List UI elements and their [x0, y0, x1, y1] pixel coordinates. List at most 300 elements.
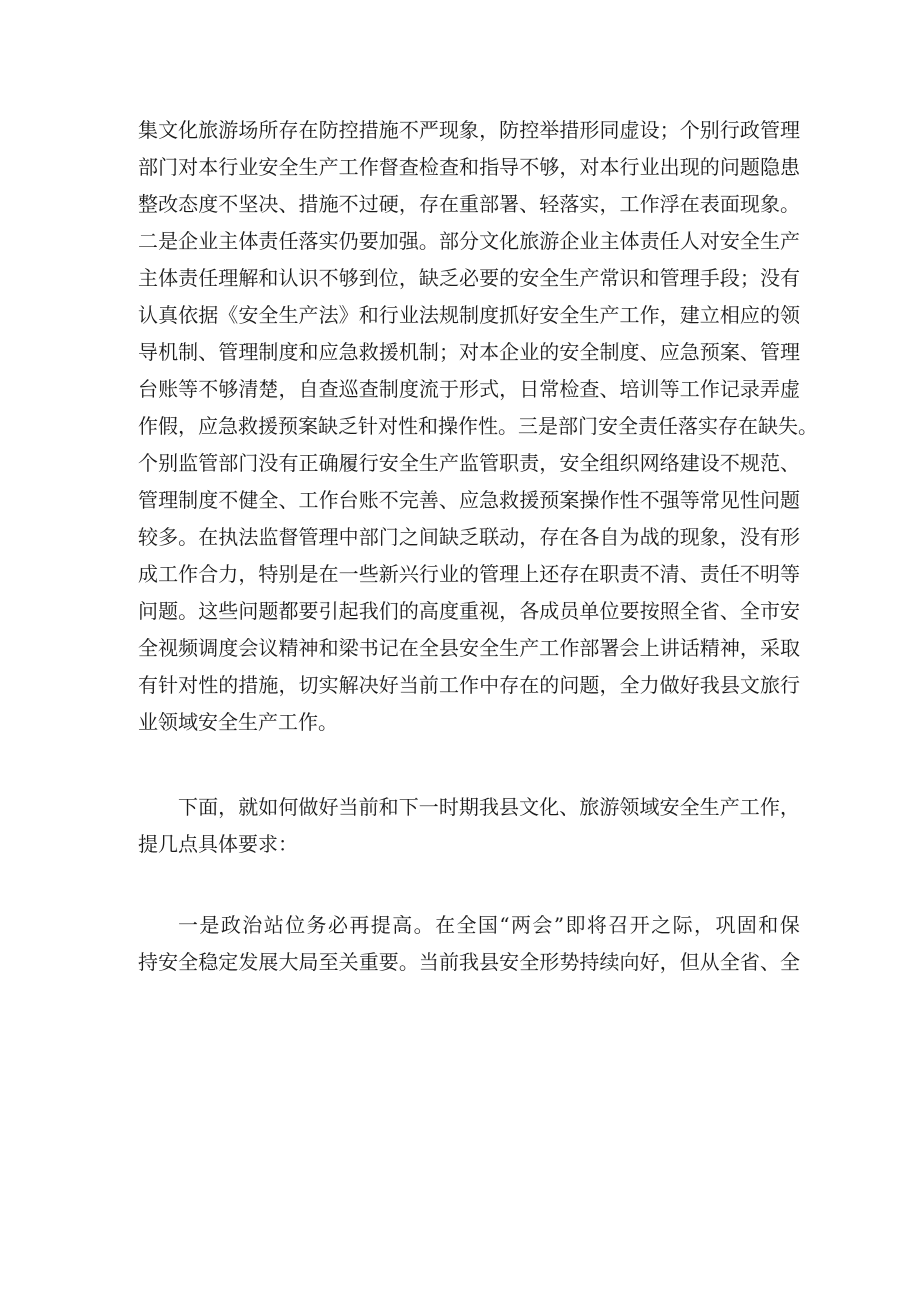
glyph: 所 — [258, 118, 279, 142]
glyph: 体 — [238, 229, 259, 253]
glyph: 援 — [378, 340, 399, 364]
glyph: 全 — [679, 795, 700, 819]
glyph: 部 — [358, 525, 379, 549]
glyph: 急 — [679, 340, 700, 364]
glyph: 题 — [780, 488, 800, 512]
glyph: 自 — [298, 377, 319, 401]
glyph: 全 — [418, 636, 439, 660]
glyph: ， — [238, 562, 259, 586]
glyph: 措 — [358, 118, 379, 142]
glyph: 一 — [338, 562, 359, 586]
glyph: 任 — [719, 562, 740, 586]
glyph: 两 — [510, 913, 531, 937]
glyph: 急 — [479, 488, 500, 512]
glyph: 关 — [338, 950, 359, 974]
glyph: 这 — [198, 599, 219, 623]
glyph: 作 — [599, 488, 620, 512]
glyph: 政 — [739, 118, 760, 142]
glyph: 产 — [579, 266, 600, 290]
glyph: 位 — [599, 599, 620, 623]
glyph: 工 — [619, 192, 640, 216]
glyph: 没 — [759, 266, 780, 290]
glyph: 表 — [699, 192, 720, 216]
text-line — [138, 630, 800, 667]
glyph: 前 — [358, 795, 379, 819]
glyph: 安 — [238, 303, 259, 327]
glyph: 存 — [539, 525, 560, 549]
glyph: 措 — [559, 118, 580, 142]
glyph: 成 — [138, 562, 158, 586]
glyph: 应 — [198, 414, 218, 438]
glyph: 度 — [198, 488, 219, 512]
glyph: 、 — [599, 377, 620, 401]
glyph: ， — [599, 673, 620, 697]
glyph: 控 — [338, 118, 359, 142]
glyph: 持 — [138, 950, 158, 974]
glyph: 存 — [559, 562, 580, 586]
glyph: 分 — [459, 229, 479, 253]
glyph: 指 — [479, 155, 500, 179]
glyph: 做 — [298, 795, 319, 819]
glyph: 设 — [639, 118, 660, 142]
glyph: 本 — [198, 155, 219, 179]
glyph: 际 — [672, 913, 693, 937]
glyph: 化 — [178, 118, 199, 142]
glyph: 高 — [418, 599, 439, 623]
glyph: 采 — [759, 636, 780, 660]
glyph: 。 — [413, 913, 434, 937]
glyph: 、 — [719, 599, 740, 623]
glyph: 的 — [539, 673, 560, 697]
glyph: 精 — [278, 636, 299, 660]
glyph: 的 — [398, 599, 419, 623]
glyph: 监 — [258, 525, 279, 549]
glyph: 全 — [619, 673, 640, 697]
glyph: 乏 — [438, 266, 459, 290]
glyph: 主 — [138, 266, 158, 290]
glyph: 认 — [138, 303, 158, 327]
glyph: 在 — [318, 562, 339, 586]
glyph: 任 — [278, 229, 299, 253]
glyph: 案 — [559, 488, 580, 512]
glyph: 话 — [679, 636, 700, 660]
glyph: 生 — [759, 229, 780, 253]
glyph: 再 — [349, 913, 370, 937]
glyph: 我 — [699, 673, 720, 697]
glyph: 度 — [278, 340, 299, 364]
glyph: 业 — [438, 562, 459, 586]
glyph: 形 — [539, 950, 560, 974]
glyph: 生 — [699, 795, 720, 819]
glyph: 全 — [559, 303, 580, 327]
glyph: 主 — [218, 229, 239, 253]
glyph: 查 — [579, 377, 600, 401]
glyph: 文 — [479, 229, 500, 253]
glyph: ， — [539, 451, 560, 475]
glyph: 全 — [178, 950, 199, 974]
glyph: 产 — [318, 155, 339, 179]
glyph: 、 — [559, 795, 580, 819]
glyph: 工 — [338, 155, 359, 179]
glyph: 好 — [519, 303, 540, 327]
text-line: 业领域安全生产工作。 — [138, 710, 338, 734]
glyph: 业 — [198, 229, 219, 253]
glyph: 防 — [499, 118, 520, 142]
glyph: 作 — [358, 155, 379, 179]
glyph: 全 — [519, 950, 540, 974]
glyph: 、 — [780, 451, 800, 475]
glyph: 部 — [479, 192, 500, 216]
glyph: 查 — [318, 377, 339, 401]
glyph: 改 — [158, 192, 179, 216]
text-line — [138, 482, 800, 519]
glyph: 理 — [499, 562, 520, 586]
glyph: 一 — [178, 913, 198, 937]
glyph: 要 — [378, 950, 399, 974]
glyph: 对 — [579, 155, 600, 179]
text-line — [138, 667, 800, 704]
glyph: 的 — [218, 673, 239, 697]
glyph: 体 — [619, 229, 640, 253]
glyph: 查 — [398, 155, 419, 179]
glyph: 不 — [198, 377, 219, 401]
glyph: 管 — [659, 266, 680, 290]
glyph: 织 — [619, 451, 640, 475]
glyph: 见 — [719, 488, 740, 512]
glyph: ， — [479, 118, 500, 142]
glyph: 从 — [699, 950, 720, 974]
glyph: 在 — [738, 414, 758, 438]
glyph: 不 — [398, 118, 419, 142]
glyph: 不 — [739, 562, 760, 586]
glyph: 重 — [459, 192, 479, 216]
glyph: 好 — [378, 673, 399, 697]
glyph: 解 — [238, 266, 259, 290]
glyph: 乏 — [459, 525, 479, 549]
glyph: 化 — [499, 229, 520, 253]
glyph: 明 — [759, 562, 780, 586]
glyph: 召 — [608, 913, 629, 937]
text-line — [138, 297, 800, 334]
glyph: 旅 — [759, 673, 780, 697]
glyph: 会 — [238, 636, 259, 660]
glyph: 如 — [258, 795, 279, 819]
glyph: 制 — [599, 340, 620, 364]
glyph: 即 — [565, 913, 586, 937]
glyph: 行 — [719, 118, 740, 142]
glyph: 管 — [198, 451, 219, 475]
glyph: 议 — [258, 636, 279, 660]
glyph: 象 — [699, 525, 720, 549]
glyph: 安 — [559, 340, 580, 364]
glyph: 领 — [780, 303, 800, 327]
text-line — [138, 334, 800, 371]
glyph: 都 — [278, 599, 299, 623]
glyph: 安 — [659, 795, 680, 819]
glyph: 没 — [739, 525, 760, 549]
glyph: 梁 — [338, 636, 359, 660]
glyph: 性 — [739, 488, 760, 512]
glyph: 国 — [477, 913, 498, 937]
glyph: 组 — [599, 451, 620, 475]
glyph: 作 — [559, 636, 580, 660]
glyph: 够 — [539, 155, 560, 179]
text-line — [138, 260, 800, 297]
glyph: 的 — [539, 340, 560, 364]
glyph: 没 — [258, 451, 279, 475]
glyph: 、 — [278, 192, 299, 216]
glyph: 就 — [238, 795, 259, 819]
glyph: 应 — [659, 340, 680, 364]
glyph: 、 — [519, 192, 540, 216]
glyph: 常 — [699, 488, 720, 512]
glyph: 书 — [358, 636, 379, 660]
glyph: 度 — [218, 636, 239, 660]
glyph: 现 — [679, 155, 700, 179]
glyph: 二 — [138, 229, 158, 253]
glyph: 应 — [459, 488, 479, 512]
glyph: 建 — [679, 451, 700, 475]
glyph: 下 — [398, 795, 419, 819]
glyph: 严 — [418, 118, 439, 142]
glyph: 落 — [298, 229, 319, 253]
glyph: 作 — [459, 673, 479, 697]
glyph: 县 — [719, 673, 740, 697]
glyph: 企 — [559, 229, 580, 253]
glyph: 我 — [358, 599, 379, 623]
glyph: 当 — [398, 673, 419, 697]
glyph: 我 — [459, 950, 479, 974]
glyph: 要 — [619, 599, 640, 623]
glyph: 全 — [138, 636, 158, 660]
glyph: 预 — [539, 488, 560, 512]
text-line — [138, 408, 818, 445]
glyph: 是 — [298, 562, 319, 586]
glyph: 好 — [639, 950, 660, 974]
glyph: 《 — [218, 303, 239, 327]
glyph: 够 — [218, 377, 239, 401]
glyph: 立 — [699, 303, 720, 327]
glyph: 不 — [338, 192, 359, 216]
glyph: 发 — [238, 950, 259, 974]
glyph: 生 — [579, 303, 600, 327]
glyph: 依 — [178, 303, 199, 327]
glyph: 引 — [318, 599, 339, 623]
glyph: 建 — [679, 303, 700, 327]
glyph: 在 — [438, 192, 459, 216]
glyph: 有 — [278, 451, 299, 475]
glyph: 缺 — [758, 414, 778, 438]
glyph: 硬 — [378, 192, 399, 216]
glyph: 针 — [358, 414, 378, 438]
glyph: 规 — [438, 303, 459, 327]
glyph: 形 — [780, 525, 800, 549]
glyph: ， — [659, 303, 680, 327]
glyph: 中 — [338, 525, 359, 549]
glyph: 强 — [659, 488, 680, 512]
glyph: ， — [519, 525, 540, 549]
glyph: 题 — [258, 599, 279, 623]
glyph: 在 — [559, 525, 580, 549]
glyph: 度 — [619, 340, 640, 364]
glyph: 下 — [178, 795, 198, 819]
glyph: 管 — [298, 525, 319, 549]
glyph: 在 — [198, 525, 219, 549]
glyph: 全 — [539, 266, 560, 290]
glyph: 等 — [659, 377, 680, 401]
glyph: ； — [659, 118, 680, 142]
glyph: 援 — [258, 414, 278, 438]
glyph: 旅 — [519, 229, 540, 253]
glyph: 度 — [438, 599, 459, 623]
glyph: 操 — [579, 488, 600, 512]
glyph: 不 — [639, 488, 660, 512]
glyph: 作 — [759, 795, 780, 819]
text-line — [138, 371, 800, 408]
glyph: 工 — [539, 636, 560, 660]
glyph: 识 — [619, 266, 640, 290]
glyph: 制 — [258, 340, 279, 364]
glyph: 续 — [599, 950, 620, 974]
glyph: 对 — [459, 340, 479, 364]
glyph: 持 — [579, 950, 600, 974]
glyph: 真 — [158, 303, 179, 327]
glyph: 责 — [178, 266, 199, 290]
glyph: 检 — [559, 377, 580, 401]
glyph: 产 — [519, 636, 540, 660]
glyph: ， — [719, 525, 740, 549]
glyph: 新 — [378, 562, 399, 586]
glyph: 不 — [218, 192, 239, 216]
glyph: 行 — [358, 451, 379, 475]
glyph: 于 — [438, 377, 459, 401]
glyph: 职 — [599, 562, 620, 586]
glyph: 性 — [398, 414, 418, 438]
glyph: 行 — [218, 155, 239, 179]
glyph: 络 — [659, 451, 680, 475]
glyph: 本 — [599, 155, 620, 179]
glyph: 工 — [619, 303, 640, 327]
glyph: 高 — [392, 913, 413, 937]
glyph: ； — [739, 266, 760, 290]
glyph: 联 — [479, 525, 500, 549]
glyph: 现 — [438, 118, 459, 142]
glyph: 省 — [699, 599, 720, 623]
glyph: 特 — [258, 562, 279, 586]
glyph: 完 — [398, 488, 419, 512]
glyph: 实 — [318, 229, 339, 253]
glyph: 全 — [258, 488, 279, 512]
glyph: 现 — [739, 192, 760, 216]
glyph: 保 — [779, 913, 800, 937]
glyph: 作 — [458, 414, 478, 438]
glyph: 操 — [438, 414, 458, 438]
glyph: 为 — [619, 525, 640, 549]
glyph: 账 — [158, 377, 179, 401]
glyph: 战 — [639, 525, 660, 549]
glyph: 和 — [758, 913, 779, 937]
glyph: 理 — [780, 118, 800, 142]
glyph: 同 — [599, 118, 620, 142]
glyph: 清 — [238, 377, 259, 401]
glyph: 域 — [639, 795, 660, 819]
glyph: 重 — [459, 599, 479, 623]
glyph: 工 — [438, 673, 459, 697]
glyph: 全 — [278, 155, 299, 179]
glyph: 落 — [559, 192, 580, 216]
glyph: 行 — [378, 303, 399, 327]
glyph: 按 — [639, 599, 660, 623]
glyph: 前 — [438, 950, 459, 974]
glyph: 站 — [263, 913, 284, 937]
glyph: 象 — [459, 118, 479, 142]
glyph: 、 — [639, 340, 660, 364]
glyph: 急 — [218, 414, 238, 438]
glyph: 重 — [358, 950, 379, 974]
glyph: 履 — [338, 451, 359, 475]
glyph: 市 — [759, 599, 780, 623]
glyph: 全 — [618, 414, 638, 438]
glyph: 时 — [438, 795, 459, 819]
text-line — [138, 186, 800, 223]
glyph: ” — [553, 913, 565, 937]
glyph: 县 — [438, 636, 459, 660]
glyph: 管 — [218, 340, 239, 364]
glyph: 人 — [679, 229, 700, 253]
glyph: 导 — [138, 340, 158, 364]
glyph: 假 — [158, 414, 178, 438]
glyph: 援 — [519, 488, 540, 512]
glyph: 理 — [679, 266, 700, 290]
glyph: 态 — [178, 192, 199, 216]
glyph: 行 — [780, 673, 800, 697]
glyph: 浮 — [659, 192, 680, 216]
glyph: 预 — [278, 414, 298, 438]
glyph: 位 — [378, 266, 399, 290]
glyph: 企 — [499, 340, 520, 364]
glyph: 式 — [479, 377, 500, 401]
glyph: 对 — [378, 414, 398, 438]
glyph: 生 — [559, 266, 580, 290]
glyph: ， — [694, 913, 715, 937]
glyph: 署 — [499, 192, 520, 216]
glyph: 何 — [278, 795, 299, 819]
glyph: 责 — [699, 562, 720, 586]
glyph: 当 — [418, 950, 439, 974]
glyph: 、 — [739, 340, 760, 364]
glyph: 个 — [679, 118, 700, 142]
glyph: 切 — [298, 673, 319, 697]
glyph: 措 — [238, 673, 259, 697]
glyph: 场 — [238, 118, 259, 142]
glyph: 业 — [639, 155, 660, 179]
glyph: 我 — [478, 795, 499, 819]
glyph: 题 — [579, 673, 600, 697]
glyph: ， — [398, 192, 419, 216]
glyph: 生 — [278, 303, 299, 327]
glyph: 部 — [138, 155, 158, 179]
glyph: 案 — [298, 414, 318, 438]
glyph: 起 — [338, 599, 359, 623]
glyph: 业 — [519, 340, 540, 364]
glyph: 之 — [398, 525, 419, 549]
glyph: 自 — [599, 525, 620, 549]
glyph: 领 — [619, 795, 640, 819]
glyph: 产 — [438, 451, 459, 475]
glyph: 急 — [338, 340, 359, 364]
glyph: 安 — [719, 229, 740, 253]
glyph: 神 — [298, 636, 319, 660]
